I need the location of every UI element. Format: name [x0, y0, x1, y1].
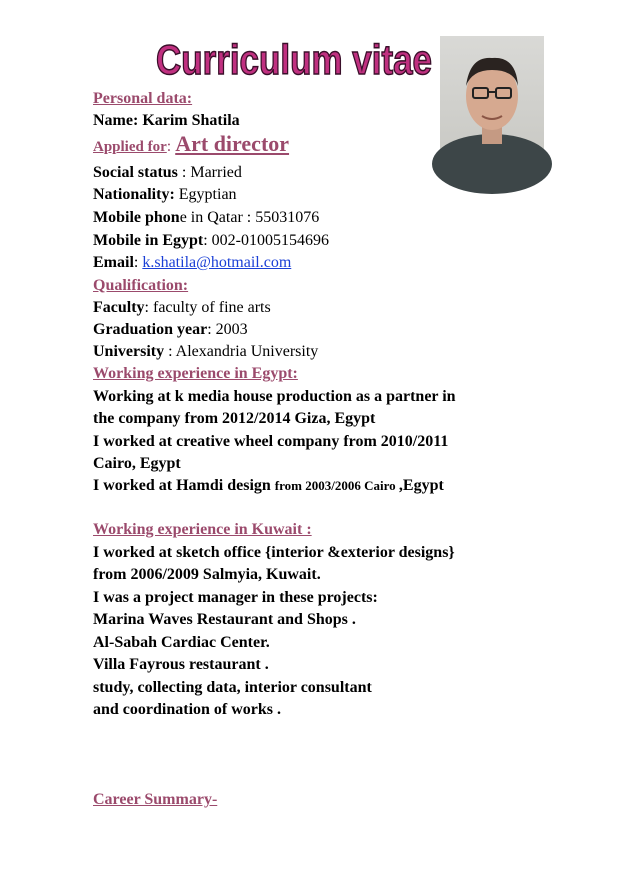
mobile-qatar-label: Mobile phon: [93, 209, 180, 226]
kuwait-line-1: I worked at sketch office {interior &exterior designs}: [93, 544, 455, 561]
applied-for-label: Applied for: [93, 139, 167, 155]
email-line: [93, 253, 291, 273]
nationality-label: Nationality:: [93, 186, 175, 203]
nationality-value: Egyptian: [174, 186, 237, 203]
egypt-line-5c: ,Egypt: [398, 477, 444, 494]
university-line: [93, 342, 318, 362]
graduation-line: [93, 320, 248, 340]
egypt-line-4: Cairo, Egypt: [93, 455, 181, 472]
kuwait-line-7: study, collecting data, interior consultant: [93, 679, 372, 696]
email-label: Email: [93, 254, 134, 271]
kuwait-line-6: Villa Fayrous restaurant .: [93, 656, 269, 673]
egypt-experience-heading: Working experience in Egypt:: [93, 365, 298, 382]
name-line: Name: Karim Shatila: [93, 112, 240, 129]
email-link[interactable]: k.shatila@hotmail.com: [142, 254, 292, 271]
kuwait-experience-heading: Working experience in Kuwait :: [93, 521, 312, 538]
university-label: University: [93, 343, 165, 360]
egypt-line-2: the company from 2012/2014 Giza, Egypt: [93, 410, 376, 427]
egypt-line-5: [93, 476, 444, 496]
applied-for-line: [93, 131, 290, 157]
mobile-qatar-value: e in Qatar : 55031076: [179, 209, 320, 226]
applied-for-sep: :: [166, 138, 172, 155]
egypt-line-5b: from 2003/2006 Cairo: [274, 478, 399, 493]
graduation-label: Graduation year: [93, 321, 208, 338]
kuwait-line-8: and coordination of works .: [93, 701, 282, 718]
kuwait-line-3: I was a project manager in these projects:: [93, 589, 378, 606]
applied-for-value: Art director: [175, 131, 290, 156]
egypt-line-3: I worked at creative wheel company from 2010/2011: [93, 433, 449, 450]
career-summary-heading: Career Summary-: [93, 791, 218, 808]
social-status-value: : Married: [177, 164, 242, 181]
email-sep: :: [133, 254, 143, 271]
kuwait-line-4: Marina Waves Restaurant and Shops .: [93, 611, 356, 628]
social-status-label: Social status: [93, 164, 178, 181]
university-value: : Alexandria University: [164, 343, 319, 360]
faculty-line: [93, 298, 271, 318]
mobile-egypt-line: [93, 231, 329, 251]
personal-data-heading: Personal data:: [93, 90, 193, 107]
cv-title: [150, 26, 440, 90]
profile-photo: [440, 36, 544, 168]
faculty-value: : faculty of fine arts: [144, 299, 271, 316]
mobile-qatar-line: [93, 208, 319, 228]
cv-title-text: Curriculum vitae: [156, 36, 432, 83]
qualification-heading: Qualification:: [93, 277, 189, 294]
mobile-egypt-value: : 002-01005154696: [203, 232, 330, 249]
mobile-egypt-label: Mobile in Egypt: [93, 232, 204, 249]
faculty-label: Faculty: [93, 299, 145, 316]
kuwait-line-2: from 2006/2009 Salmyia, Kuwait.: [93, 566, 321, 583]
graduation-value: : 2003: [207, 321, 248, 338]
egypt-line-1: Working at k media house production as a partner in: [93, 388, 456, 405]
kuwait-line-5: Al-Sabah Cardiac Center.: [93, 634, 270, 651]
nationality-line: [93, 185, 237, 205]
egypt-line-5a: I worked at Hamdi design: [93, 477, 275, 494]
social-status-line: [93, 163, 242, 183]
